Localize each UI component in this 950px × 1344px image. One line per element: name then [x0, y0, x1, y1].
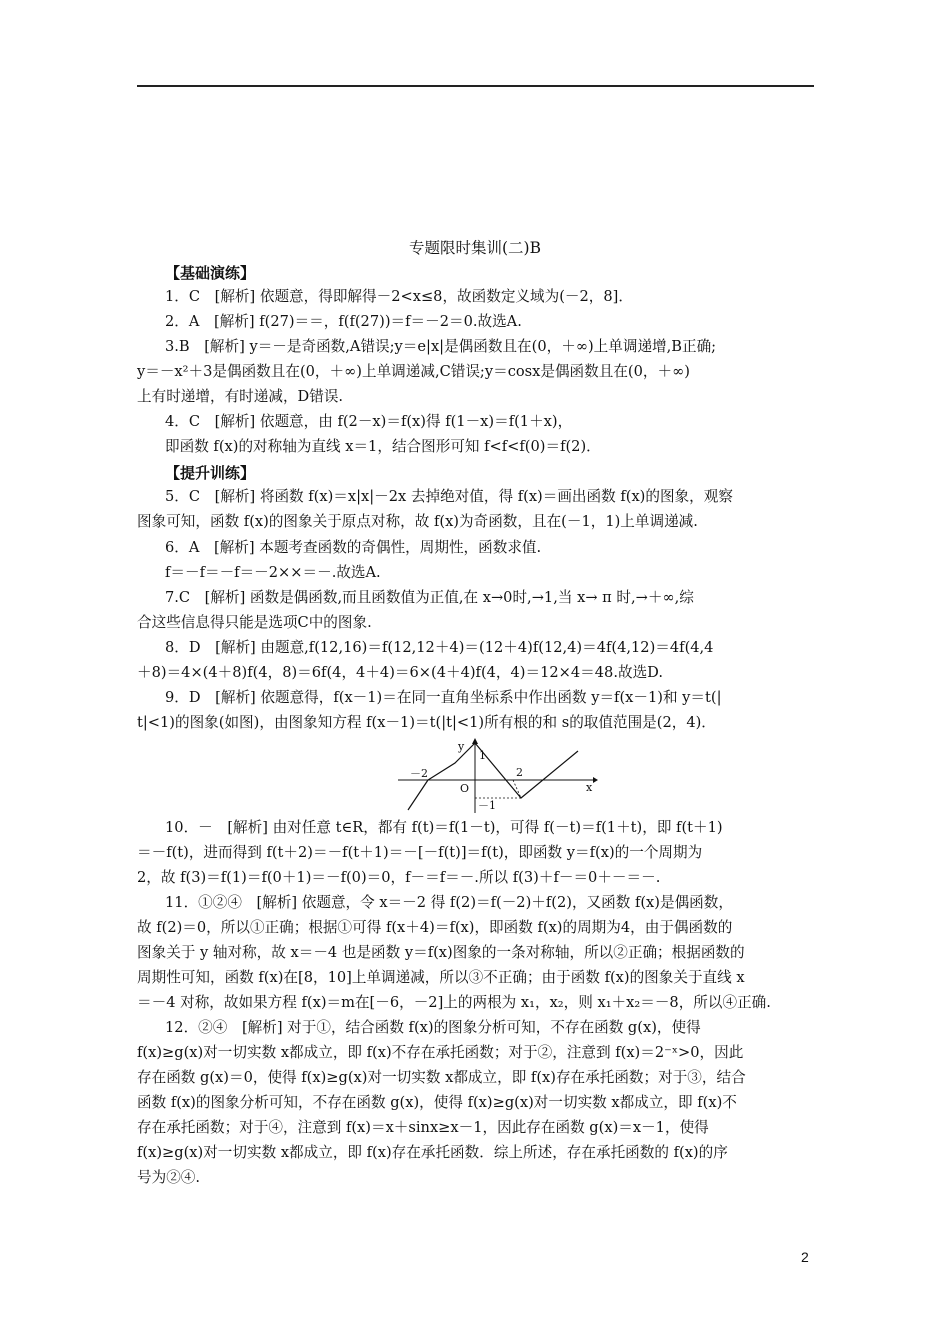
- text-line: 图象关于 y 轴对称，故 x＝－4 也是函数 y＝f(x)图象的一条对称轴，所以②正确；根据函数的: [137, 944, 745, 961]
- label-tick-2: 2: [516, 766, 523, 779]
- text-line: 5．C [解析] 将函数 f(x)＝x|x|－2x 去掉绝对值，得 f(x)＝画出函数 f(x)的图象，观察: [165, 488, 733, 505]
- x-axis-arrow-icon: [593, 777, 598, 783]
- text-line: 函数 f(x)的图象分析可知，不存在函数 g(x)，使得 f(x)≥g(x)对一切实数 x都成立，即 f(x)不: [137, 1094, 737, 1111]
- text-line: f＝－f＝－f＝－2××＝－.故选A.: [165, 564, 381, 581]
- text-line: y＝－x²＋3是偶函数且在(0，＋∞)上单调递减,C错误;y＝cosx是偶函数且在(0，＋∞): [137, 363, 690, 380]
- text-line: 6．A [解析] 本题考查函数的奇偶性，周期性，函数求值.: [165, 539, 542, 556]
- text-line: 9．D [解析] 依题意得，f(x－1)＝在同一直角坐标系中作出函数 y＝f(x－1)和 y＝t(|: [165, 689, 722, 706]
- header-rule: [137, 85, 814, 87]
- text-line: 11．①②④ [解析] 依题意，令 x＝－2 得 f(2)＝f(－2)＋f(2)，又函数 f(x)是偶函数，: [165, 894, 733, 911]
- label-tick-1: 1: [479, 749, 486, 762]
- section-basic: 【基础演练】: [165, 264, 256, 282]
- label-x-axis: x: [586, 781, 593, 794]
- text-line: 7.C [解析] 函数是偶函数,而且函数值为正值,在 x→0时,→1,当 x→ π 时,→＋∞,综: [165, 589, 694, 606]
- text-line: 图象可知，函数 f(x)的图象关于原点对称，故 f(x)为奇函数，且在(－1，1)上单调递减.: [137, 513, 698, 530]
- graph-f-x-minus-1: [428, 743, 578, 798]
- graph-left-branch: [408, 780, 428, 810]
- text-line: 12．②④ [解析] 对于①，结合函数 f(x)的图象分析可知，不存在函数 g(x)，使得: [165, 1019, 701, 1036]
- text-line: ＝－f(t)，进而得到 f(t＋2)＝－f(t＋1)＝－[－f(t)]＝f(t)，即函数 y＝f(x)的一个周期为: [137, 844, 703, 861]
- text-line: 周期性可知，函数 f(x)在[8，10]上单调递减，所以③不正确；由于函数 f(x)的图象关于直线 x: [137, 969, 745, 986]
- text-line: f(x)≥g(x)对一切实数 x都成立，即 f(x)存在承托函数．综上所述，存在承托函数的 f(x)的序: [137, 1144, 728, 1161]
- label-tick-neg1: －1: [478, 799, 496, 812]
- text-line: 存在函数 g(x)＝0，使得 f(x)≥g(x)对一切实数 x都成立，即 f(x)存在承托函数；对于③，结合: [137, 1069, 746, 1086]
- label-tick-neg2: －2: [410, 767, 428, 780]
- text-line: f(x)≥g(x)对一切实数 x都成立，即 f(x)不存在承托函数；对于②，注意到 f(x)＝2⁻ˣ>0，因此: [137, 1044, 744, 1061]
- function-graph-figure: [398, 733, 598, 813]
- text-line: 8．D [解析] 由题意,f(12,16)＝f(12,12＋4)＝(12＋4)f(12,4)＝4f(4,12)＝4f(4,4: [165, 639, 714, 656]
- page-number: 2: [801, 1249, 809, 1265]
- text-line: 上有时递增，有时递减，D错误.: [137, 388, 344, 405]
- text-line: 2．A [解析] f(27)＝＝，f(f(27))＝f＝－2＝0.故选A.: [165, 313, 522, 330]
- text-line: 即函数 f(x)的对称轴为直线 x＝1，结合图形可知 f<f<f(0)＝f(2)．: [165, 438, 601, 455]
- section-advanced: 【提升训练】: [165, 464, 256, 482]
- text-line: ＋8)＝4×(4＋8)f(4，8)＝6f(4，4＋4)＝6×(4＋4)f(4，4)＝12×4＝48.故选D.: [137, 664, 663, 681]
- text-line: 3.B [解析] y＝－是奇函数,A错误;y＝e|x|是偶函数且在(0，＋∞)上单调递增,B正确;: [165, 338, 717, 355]
- text-line: 4．C [解析] 依题意，由 f(2－x)＝f(x)得 f(1－x)＝f(1＋x)，: [165, 413, 573, 430]
- text-line: 10．－ [解析] 由对任意 t∈R，都有 f(t)＝f(1－t)，可得 f(－t)＝f(1＋t)，即 f(t＋1): [165, 819, 723, 836]
- text-line: 故 f(2)＝0，所以①正确；根据①可得 f(x＋4)＝f(x)，即函数 f(x)的周期为4，由于偶函数的: [137, 919, 733, 936]
- text-line: 2，故 f(3)＝f(1)＝f(0＋1)＝－f(0)＝0，f－＝f＝－.所以 f(3)＋f－＝0＋－＝－.: [137, 869, 661, 886]
- label-origin: O: [460, 782, 470, 795]
- text-line: 合这些信息得只能是选项C中的图象.: [137, 614, 372, 631]
- text-line: t|<1)的图象(如图)，由图象知方程 f(x－1)＝t(|t|<1)所有根的和 s的取值范围是(2，4)．: [137, 714, 716, 731]
- text-line: 1．C [解析] 依题意，得即解得－2<x≤8，故函数定义域为(－2，8]．: [165, 288, 633, 305]
- page-title: 专题限时集训(二)B: [409, 239, 541, 257]
- text-line: 号为②④.: [137, 1169, 201, 1186]
- text-line: 存在承托函数；对于④，注意到 f(x)＝x＋sinx≥x－1，因此存在函数 g(x)＝x－1，使得: [137, 1119, 709, 1136]
- label-y-axis: y: [458, 740, 465, 753]
- text-line: ＝－4 对称，故如果方程 f(x)＝m在[－6，－2]上的两根为 x₁，x₂，则 x₁＋x₂＝－8，所以④正确.: [137, 994, 771, 1011]
